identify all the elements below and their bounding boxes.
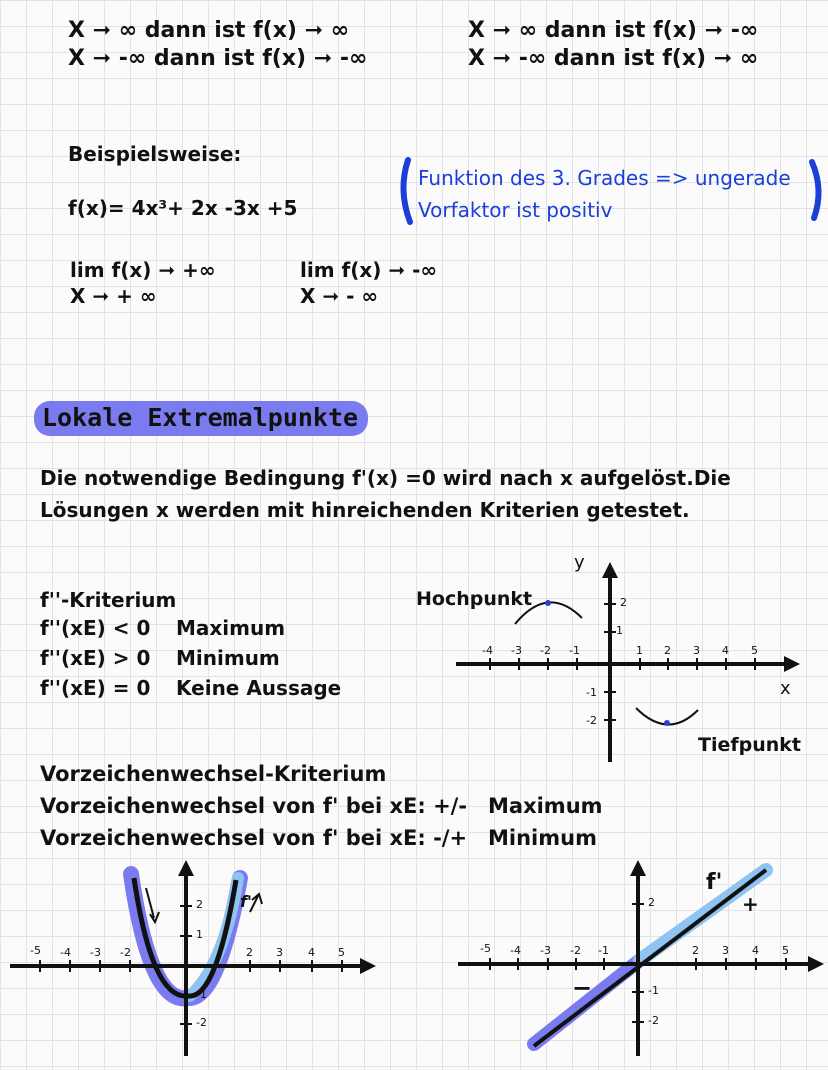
tick-label: 3 xyxy=(276,946,283,959)
limit-row2-left: X ➞ -∞ dann ist f(x) ➞ -∞ xyxy=(68,46,368,71)
lim1-top: lim f(x) ➞ +∞ xyxy=(70,258,216,282)
tick-label: -4 xyxy=(482,644,493,657)
tick-label: 5 xyxy=(782,944,789,957)
criterion-row-result: Maximum xyxy=(176,616,286,640)
derivative-label: f' xyxy=(706,870,723,895)
tick-label: -1 xyxy=(598,944,609,957)
tick-label: -1 xyxy=(648,984,659,997)
tick-label: -5 xyxy=(30,944,41,957)
note-line1: Funktion des 3. Grades => ungerade xyxy=(418,166,791,190)
tiefpunkt-label: Tiefpunkt xyxy=(698,734,801,756)
tick-label: -2 xyxy=(196,1016,207,1029)
tick-label: 1 xyxy=(616,624,623,637)
sign-change-title: Vorzeichenwechsel-Kriterium xyxy=(40,762,387,786)
limit-row2-right: X ➞ -∞ dann ist f(x) ➞ ∞ xyxy=(468,46,759,71)
tick-label: -1 xyxy=(196,988,207,1001)
tick-label: -4 xyxy=(60,946,71,959)
negative-highlight xyxy=(534,960,640,1044)
tick-label: -2 xyxy=(586,714,597,727)
criterion-row-cond: f''(xE) > 0 xyxy=(40,646,151,670)
tick-label: -3 xyxy=(511,644,522,657)
plus-sign: + xyxy=(742,892,759,916)
section-text-line2: Lösungen x werden mit hinreichenden Kriterien getestet. xyxy=(40,498,690,522)
minus-sign: − xyxy=(572,974,593,1002)
tick-label: -2 xyxy=(570,944,581,957)
tick-label: -2 xyxy=(120,946,131,959)
section-text-line1: Die notwendige Bedingung f'(x) =0 wird nach x aufgelöst.Die xyxy=(40,466,731,490)
lim2-bottom: X ➞ - ∞ xyxy=(300,284,379,308)
criterion-title: f''-Kriterium xyxy=(40,588,177,612)
limit-row1-right: X ➞ ∞ dann ist f(x) ➞ -∞ xyxy=(468,18,759,43)
lim1-bottom: X ➞ + ∞ xyxy=(70,284,157,308)
lim2-top: lim f(x) ➞ -∞ xyxy=(300,258,438,282)
tick-label: 3 xyxy=(693,644,700,657)
y-axis-arrow xyxy=(630,860,646,876)
sign-change-line2-result: Minimum xyxy=(488,826,597,850)
criterion-row-cond: f''(xE) = 0 xyxy=(40,676,151,700)
tick-label: 4 xyxy=(752,944,759,957)
tick-label: 1 xyxy=(196,928,203,941)
limit-row1-left: X ➞ ∞ dann ist f(x) ➞ ∞ xyxy=(68,18,350,43)
tick-label: 2 xyxy=(246,946,253,959)
tick-label: 5 xyxy=(338,946,345,959)
tick-label: -3 xyxy=(90,946,101,959)
tick-label: -2 xyxy=(648,1014,659,1027)
x-axis-arrow xyxy=(808,956,824,972)
hochpunkt-label: Hochpunkt xyxy=(416,588,533,610)
tick-label: 2 xyxy=(648,896,655,909)
section-title: Lokale Extremalpunkte xyxy=(34,401,368,436)
x-axis-label: x xyxy=(780,678,791,699)
criterion-row-result: Keine Aussage xyxy=(176,676,342,700)
tick-label: -4 xyxy=(510,944,521,957)
tick-label: 4 xyxy=(722,644,729,657)
tick-label: 2 xyxy=(664,644,671,657)
tick-label: 4 xyxy=(308,946,315,959)
sign-change-line1-result: Maximum xyxy=(488,794,603,818)
sign-change-line2: Vorzeichenwechsel von f' bei xE: -/+ xyxy=(40,826,468,850)
y-axis-label: y xyxy=(574,552,585,573)
tick-label: 2 xyxy=(692,944,699,957)
tick-label: 5 xyxy=(751,644,758,657)
parabola-derivative-label: f' xyxy=(240,892,252,911)
sign-change-line1: Vorzeichenwechsel von f' bei xE: +/- xyxy=(40,794,468,818)
note-line2: Vorfaktor ist positiv xyxy=(418,198,613,222)
tick-label: -3 xyxy=(540,944,551,957)
example-label: Beispielsweise: xyxy=(68,142,242,166)
example-function: f(x)= 4x³+ 2x -3x +5 xyxy=(68,196,298,220)
tick-label: -1 xyxy=(586,686,597,699)
tick-label: -5 xyxy=(480,942,491,955)
criterion-row-result: Minimum xyxy=(176,646,280,670)
tick-label: -2 xyxy=(540,644,551,657)
criterion-row-cond: f''(xE) < 0 xyxy=(40,616,151,640)
tick-label: 2 xyxy=(196,898,203,911)
tick-label: 1 xyxy=(636,644,643,657)
tick-label: 3 xyxy=(722,944,729,957)
tick-label: 2 xyxy=(620,596,627,609)
tick-label: -1 xyxy=(569,644,580,657)
